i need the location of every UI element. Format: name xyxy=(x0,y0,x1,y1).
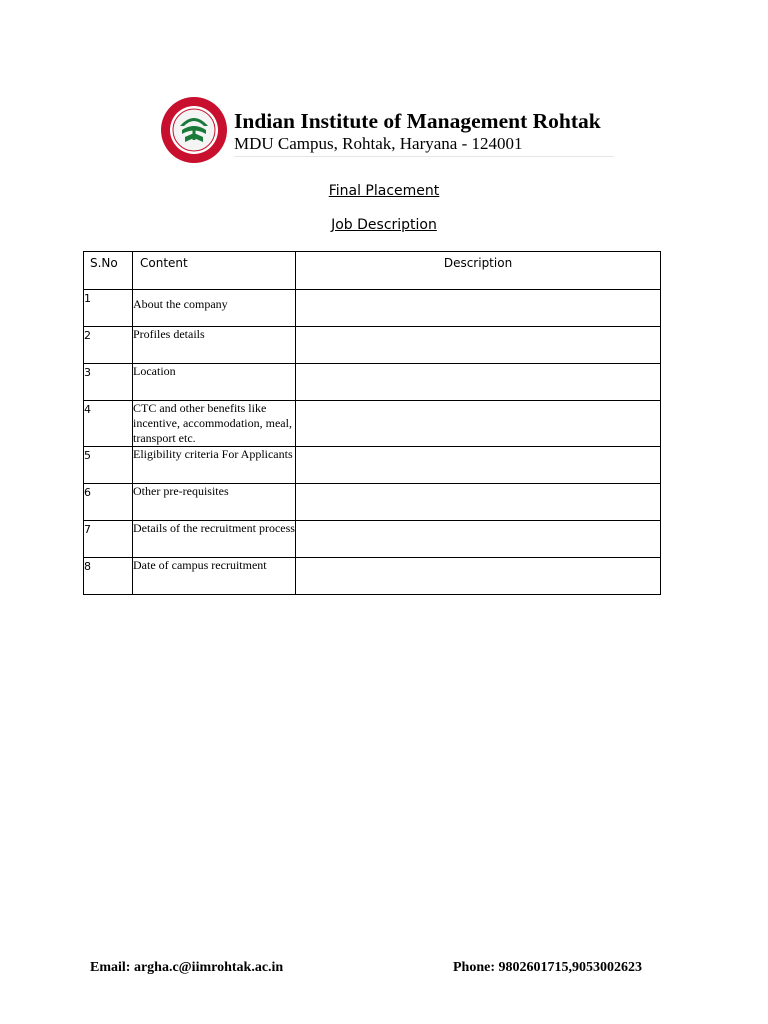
row-number: 6 xyxy=(84,484,133,521)
table-header-row xyxy=(84,252,661,290)
column-header-sno: S.No xyxy=(84,252,133,290)
row-description[interactable] xyxy=(296,364,661,401)
table-row xyxy=(84,447,661,484)
row-description[interactable] xyxy=(296,327,661,364)
table-row xyxy=(84,558,661,595)
row-content: Date of campus recruitment xyxy=(133,558,296,595)
row-number: 7 xyxy=(84,521,133,558)
row-content: Other pre-requisites xyxy=(133,484,296,521)
row-description[interactable] xyxy=(296,558,661,595)
header-divider xyxy=(234,156,614,157)
row-description[interactable] xyxy=(296,401,661,447)
row-content: Location xyxy=(133,364,296,401)
row-content: Details of the recruitment process xyxy=(133,521,296,558)
table-row xyxy=(84,290,661,327)
document-subtitle: Job Description xyxy=(331,217,437,233)
job-description-table xyxy=(83,251,661,595)
row-description[interactable] xyxy=(296,521,661,558)
row-description[interactable] xyxy=(296,484,661,521)
institute-name: Indian Institute of Management Rohtak xyxy=(234,109,601,133)
table-row xyxy=(84,521,661,558)
row-content: Eligibility criteria For Applicants xyxy=(133,447,296,484)
contact-phone: Phone: 9802601715,9053002623 xyxy=(453,960,642,975)
table-row xyxy=(84,401,661,447)
institute-address: MDU Campus, Rohtak, Haryana - 124001 xyxy=(234,134,523,153)
table-row xyxy=(84,484,661,521)
row-description[interactable] xyxy=(296,447,661,484)
letterhead xyxy=(160,96,620,168)
column-header-description: Description xyxy=(296,252,661,290)
table-row xyxy=(84,327,661,364)
row-number: 2 xyxy=(84,327,133,364)
row-number: 1 xyxy=(84,290,133,327)
row-number: 4 xyxy=(84,401,133,447)
row-content: Profiles details xyxy=(133,327,296,364)
document-title: Final Placement xyxy=(328,183,440,199)
column-header-content: Content xyxy=(133,252,296,290)
row-content: CTC and other benefits like incentive, accommodation, meal, transport etc. xyxy=(133,401,296,447)
row-content: About the company xyxy=(133,290,296,327)
contact-email[interactable]: Email: argha.c@iimrohtak.ac.in xyxy=(90,960,284,975)
row-number: 8 xyxy=(84,558,133,595)
row-description[interactable] xyxy=(296,290,661,327)
row-number: 3 xyxy=(84,364,133,401)
table-row xyxy=(84,364,661,401)
iim-rohtak-logo xyxy=(160,96,228,164)
row-number: 5 xyxy=(84,447,133,484)
